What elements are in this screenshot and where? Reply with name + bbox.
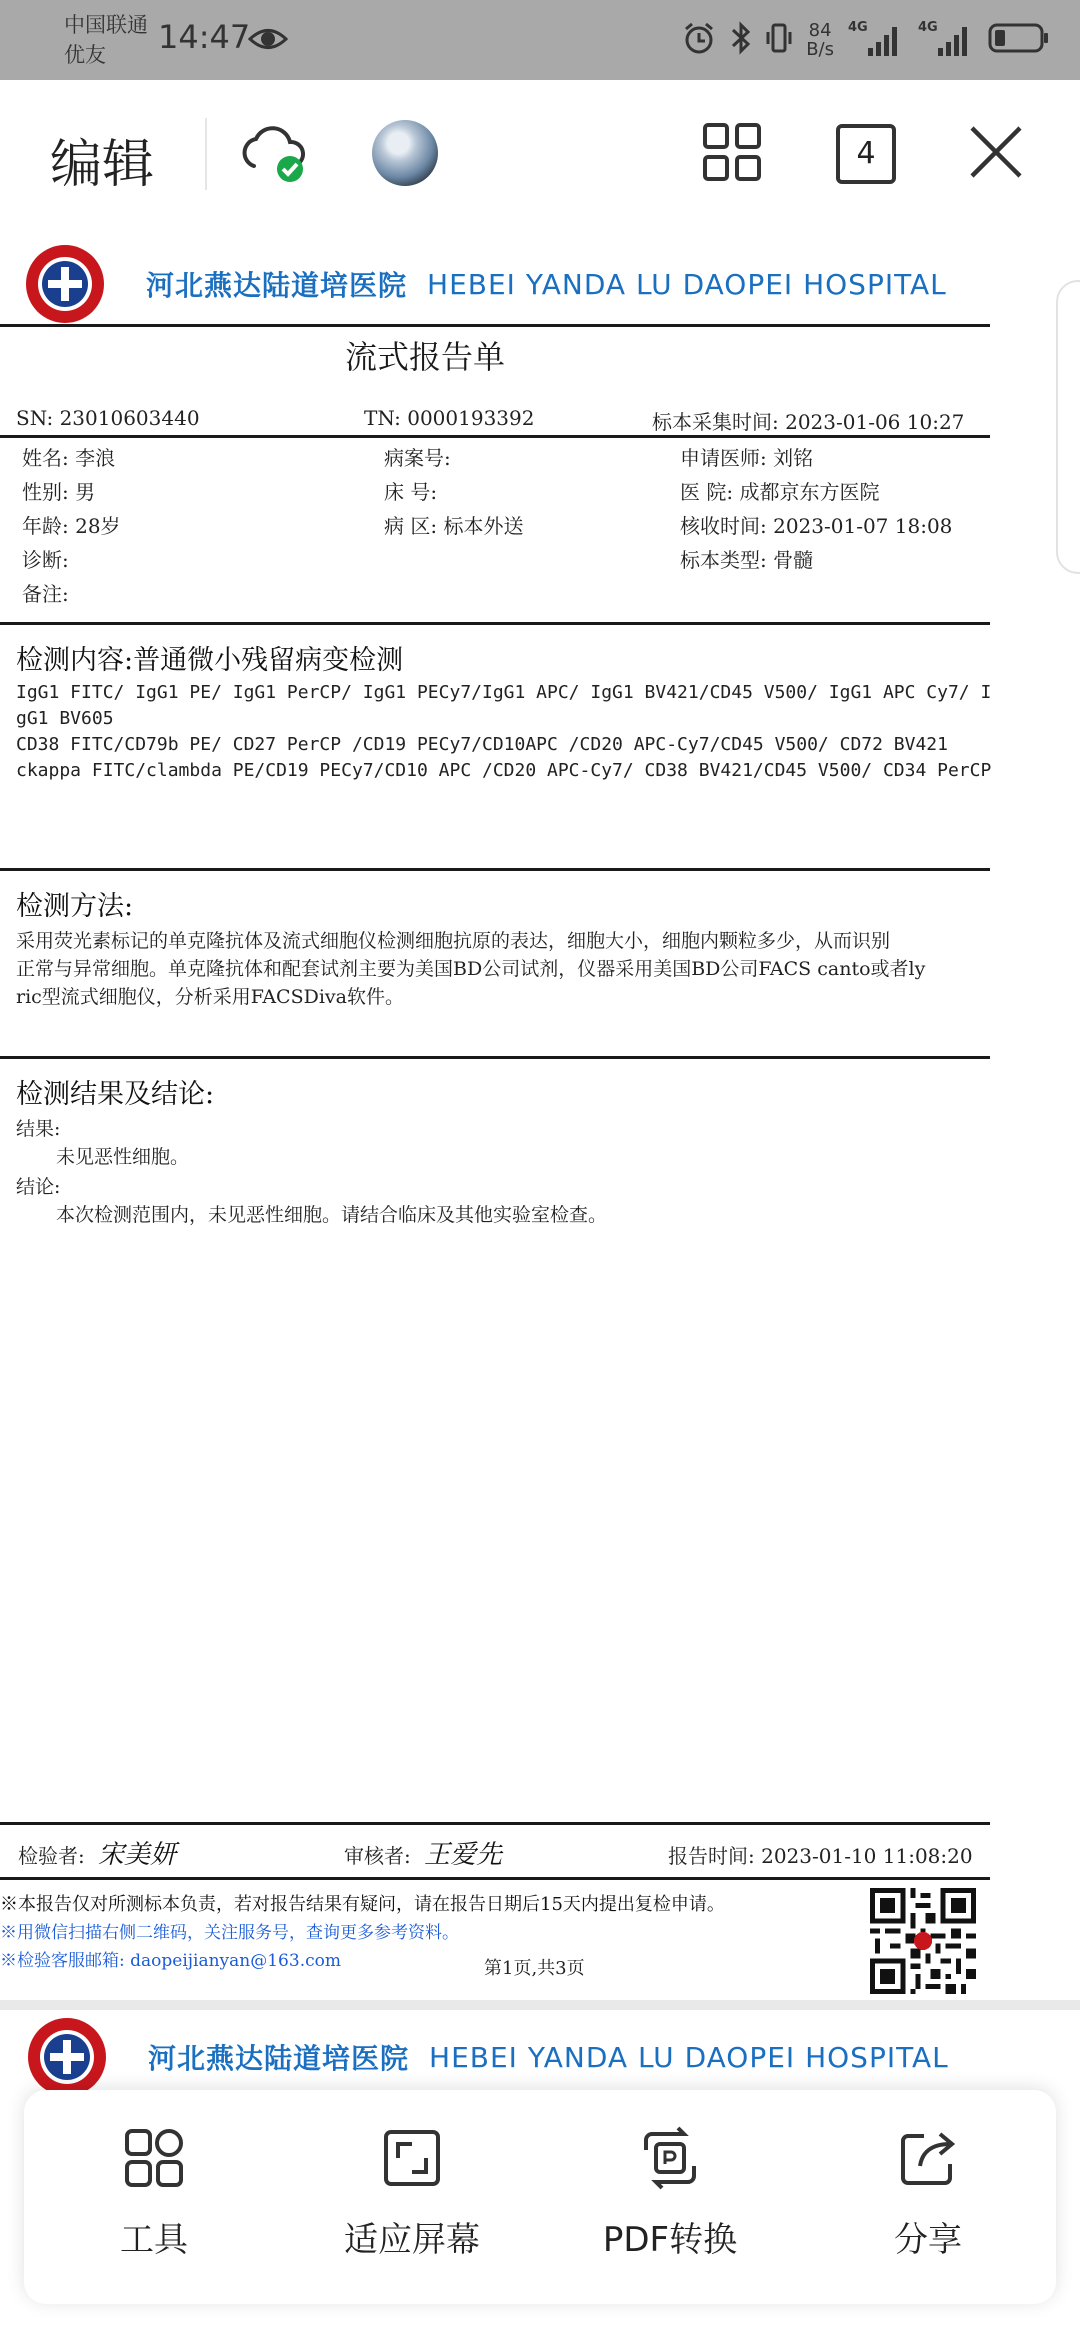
divider	[0, 435, 990, 438]
hospital-header-page2	[28, 2018, 949, 2096]
patient-gender: 性别: 男	[22, 480, 96, 504]
divider	[0, 1877, 990, 1880]
carrier-label	[64, 10, 148, 70]
bottom-menu	[24, 2090, 1056, 2304]
patient-name: 姓名: 李浪	[22, 446, 116, 470]
conclusion-label: 结论:	[16, 1176, 61, 1198]
net-speed	[806, 21, 834, 59]
case-number: 病案号:	[384, 446, 451, 470]
toolbar-divider	[205, 118, 207, 190]
status-bar	[0, 0, 1080, 80]
document-page[interactable]	[0, 226, 1080, 1996]
method-title: 检测方法:	[16, 891, 134, 922]
qr-code	[870, 1888, 976, 1994]
divider	[0, 1822, 990, 1825]
net-speed-value: 84	[808, 20, 832, 41]
fit-screen-button[interactable]	[312, 2126, 512, 2261]
signal-icon	[848, 20, 904, 60]
bed-number: 床 号:	[384, 480, 438, 504]
sample-type: 标本类型: 骨髓	[680, 548, 814, 572]
page-info: 第1页,共3页	[484, 1958, 585, 1979]
share-label: 分享	[894, 2220, 962, 2260]
tools-button[interactable]	[54, 2126, 254, 2261]
edit-button[interactable]: 编辑	[50, 135, 155, 195]
divider	[0, 622, 990, 625]
divider	[0, 1056, 990, 1059]
signal-icon	[918, 20, 974, 60]
eye-icon	[248, 22, 288, 60]
conclusion-text: 本次检测范围内，未见恶性细胞。请结合临床及其他实验室检查。	[56, 1204, 608, 1226]
hospital-name-en: HEBEI YANDA LU DAOPEI HOSPITAL	[427, 267, 947, 301]
report-title: 流式报告单	[344, 338, 505, 376]
test-content-line: ckappa FITC/clambda PE/CD19 PECy7/CD10 APC /CD20 APC-Cy7/ CD38 BV421/CD45 V500/ CD34 PerCP	[16, 760, 992, 781]
patient-age: 年龄: 28岁	[22, 514, 121, 538]
pdf-convert-button[interactable]	[570, 2126, 770, 2261]
receive-time: 核收时间: 2023-01-07 18:08	[680, 514, 953, 538]
tools-label: 工具	[120, 2220, 188, 2260]
requesting-doctor: 申请医师: 刘铭	[680, 446, 814, 470]
method-line: 正常与异常细胞。单克隆抗体和配套试剂主要为美国BD公司试剂，仪器采用美国BD公司FACS canto或者ly	[16, 958, 926, 980]
test-content-line: gG1 BV605	[16, 708, 114, 729]
tools-icon	[124, 2128, 184, 2192]
hospital-name-cn: 河北燕达陆道培医院	[148, 2042, 410, 2075]
status-time: 14:47	[158, 18, 251, 56]
sn-number: SN: 23010603440	[16, 406, 200, 430]
hospital-logo	[28, 2018, 106, 2096]
alarm-icon	[682, 21, 716, 59]
close-icon[interactable]	[968, 124, 1024, 184]
result-text: 未见恶性细胞。	[56, 1146, 190, 1168]
top-toolbar	[0, 80, 1080, 227]
notice-email: ※检验客服邮箱: daopeijianyan@163.com	[0, 1951, 341, 1971]
reviewer-label: 审核者:	[344, 1844, 411, 1868]
test-content-line: IgG1 FITC/ IgG1 PE/ IgG1 PerCP/ IgG1 PECy7/IgG1 APC/ IgG1 BV421/CD45 V500/ IgG1 APC Cy7/ I	[16, 682, 992, 703]
bluetooth-icon	[730, 21, 752, 59]
hospital-name-en: HEBEI YANDA LU DAOPEI HOSPITAL	[429, 2040, 949, 2074]
notice-wechat: ※用微信扫描右侧二维码，关注服务号，查询更多参考资料。	[0, 1923, 459, 1943]
share-icon	[898, 2128, 958, 2192]
remark: 备注:	[22, 582, 69, 606]
reviewer-signature: 王爱先	[424, 1840, 503, 1870]
carrier-line1: 中国联通	[64, 13, 148, 37]
battery-icon	[988, 21, 1050, 59]
examiner-signature: 宋美妍	[98, 1840, 177, 1870]
divider	[0, 324, 990, 327]
page-count-button[interactable]: 4	[836, 124, 896, 184]
hospital-header	[26, 244, 947, 324]
status-icons	[682, 14, 1050, 66]
fit-screen-icon	[382, 2128, 442, 2192]
notice-text: ※本报告仅对所测标本负责，若对报告结果有疑问，请在报告日期后15天内提出复检申请。	[0, 1894, 725, 1915]
diagnosis: 诊断:	[22, 548, 69, 572]
test-content-line: CD38 FITC/CD79b PE/ CD27 PerCP /CD19 PECy7/CD10APC /CD20 APC-Cy7/CD45 V500/ CD72 BV421	[16, 734, 948, 755]
report-time: 报告时间: 2023-01-10 11:08:20	[668, 1844, 973, 1868]
hospital-name-cn: 河北燕达陆道培医院	[146, 269, 408, 302]
net-speed-unit: B/s	[806, 39, 834, 60]
vibrate-icon	[766, 21, 792, 59]
examiner-label: 检验者:	[18, 1844, 85, 1868]
divider	[0, 868, 990, 871]
page-separator	[0, 2000, 1080, 2010]
hospital-logo	[26, 245, 104, 323]
signal1-label: 4G	[848, 20, 868, 35]
test-content-title: 检测内容:普通微小残留病变检测	[16, 645, 404, 676]
result-label: 结果:	[16, 1118, 61, 1140]
method-line: 采用荧光素标记的单克隆抗体及流式细胞仪检测细胞抗原的表达，细胞大小，细胞内颗粒多少，从而识别	[16, 930, 891, 952]
fit-screen-label: 适应屏幕	[344, 2220, 480, 2260]
cloud-sync-icon[interactable]	[238, 122, 308, 190]
carrier-line2: 优友	[64, 43, 106, 67]
result-title: 检测结果及结论:	[16, 1079, 215, 1110]
pdf-convert-icon	[638, 2126, 702, 2194]
pdf-convert-label: PDF转换	[602, 2220, 738, 2260]
avatar[interactable]	[372, 120, 438, 186]
hospital-field: 医 院: 成都京东方医院	[680, 480, 880, 504]
ward: 病 区: 标本外送	[384, 514, 524, 538]
sample-time: 标本采集时间: 2023-01-06 10:27	[652, 410, 965, 434]
scrollbar-thumb[interactable]	[1056, 280, 1080, 574]
grid-icon[interactable]	[702, 122, 762, 186]
share-button[interactable]	[828, 2126, 1028, 2261]
signal2-label: 4G	[918, 20, 938, 35]
tn-number: TN: 0000193392	[364, 406, 535, 430]
method-line: ric型流式细胞仪，分析采用FACSDiva软件。	[16, 986, 404, 1008]
